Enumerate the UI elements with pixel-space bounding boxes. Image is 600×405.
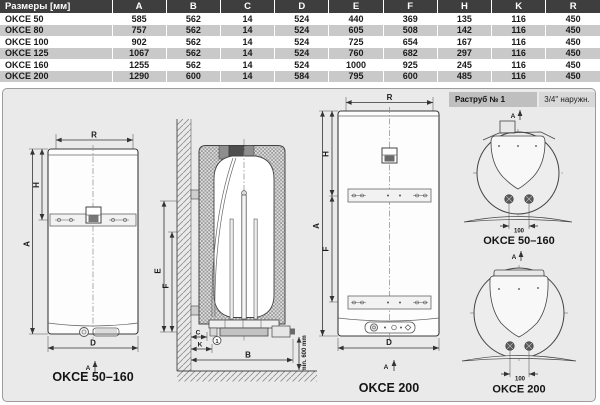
table-cell: 450 — [546, 13, 600, 25]
table-cell: 562 — [166, 13, 220, 25]
dimensions-table — [0, 0, 600, 82]
table-cell: 682 — [383, 48, 437, 60]
technical-drawings — [3, 89, 595, 401]
dim-label-d: D — [90, 338, 96, 348]
column-header-d: D — [275, 0, 329, 13]
dim-label-a: A — [312, 223, 321, 229]
table-cell: 654 — [383, 36, 437, 48]
table-cell: 1255 — [112, 59, 166, 71]
table-title: Размеры [мм] — [0, 0, 112, 13]
table-cell: 725 — [329, 36, 383, 48]
front-view-okce-50-160 — [23, 131, 139, 385]
table-cell: 524 — [275, 36, 329, 48]
table-header-row — [0, 0, 600, 13]
cross-section-view — [177, 139, 317, 382]
table-cell: 116 — [492, 13, 546, 25]
min-clearance-label: min. 600 mm — [302, 335, 308, 372]
connector-header — [449, 92, 595, 107]
table-cell: 757 — [112, 25, 166, 37]
dim-label-r: R — [386, 93, 393, 102]
table-cell: 14 — [220, 13, 274, 25]
table-cell: 485 — [437, 71, 491, 83]
table-row — [0, 71, 600, 83]
top-view-okce-200 — [462, 251, 576, 396]
caption-top-large: OKCE 200 — [492, 383, 546, 396]
row-model-label: OKCE 80 — [0, 25, 112, 37]
table-row — [0, 13, 600, 25]
dim-label-a: A — [22, 241, 32, 247]
table-cell: 135 — [437, 13, 491, 25]
table-cell: 116 — [492, 59, 546, 71]
table-cell: 167 — [437, 36, 491, 48]
callout-number: 1 — [215, 339, 219, 345]
table-cell: 297 — [437, 48, 491, 60]
view-direction-label: A — [85, 365, 91, 372]
dim-label-b: B — [245, 350, 251, 360]
row-model-label: OKCE 160 — [0, 59, 112, 71]
table-cell: 925 — [383, 59, 437, 71]
table-cell: 600 — [166, 71, 220, 83]
table-cell: 1290 — [112, 71, 166, 83]
floor-hatch — [177, 372, 317, 382]
table-cell: 14 — [220, 71, 274, 83]
table-row — [0, 59, 600, 71]
pipe-spacing-label: 100 — [513, 228, 525, 235]
row-model-label: OKCE 200 — [0, 71, 112, 83]
dim-label-h: H — [32, 182, 41, 188]
table-cell: 450 — [546, 36, 600, 48]
table-cell: 14 — [220, 48, 274, 60]
table-cell: 562 — [166, 36, 220, 48]
table-cell: 600 — [383, 71, 437, 83]
table-cell: 450 — [546, 25, 600, 37]
drawings-panel — [2, 88, 596, 402]
column-header-r: R — [546, 0, 600, 13]
table-cell: 450 — [546, 48, 600, 60]
table-cell: 605 — [329, 25, 383, 37]
table-cell: 902 — [112, 36, 166, 48]
table-cell: 562 — [166, 59, 220, 71]
table-cell: 1000 — [329, 59, 383, 71]
column-header-a: A — [112, 0, 166, 13]
column-header-h: H — [437, 0, 491, 13]
caption-front-large: OKCE 200 — [358, 381, 420, 395]
table-cell: 142 — [437, 25, 491, 37]
control-panel — [365, 322, 415, 333]
wall-section — [154, 119, 192, 371]
dim-label-k: K — [197, 341, 203, 349]
table-cell: 585 — [112, 13, 166, 25]
table-cell: 524 — [275, 59, 329, 71]
dim-label-h: H — [321, 151, 331, 157]
column-header-f: F — [383, 0, 437, 13]
column-header-c: C — [220, 0, 274, 13]
pipe-spacing-label: 100 — [514, 376, 526, 383]
dim-label-d: D — [386, 338, 392, 347]
view-direction-label: A — [510, 113, 516, 120]
table-row — [0, 25, 600, 37]
table-cell: 245 — [437, 59, 491, 71]
connector-type-label: Раструб № 1 — [449, 92, 537, 107]
dim-label-f: F — [321, 246, 331, 252]
table-row — [0, 36, 600, 48]
table-cell: 369 — [383, 13, 437, 25]
table-cell: 440 — [329, 13, 383, 25]
dim-label-f: F — [161, 283, 171, 289]
front-view-okce-200 — [312, 93, 439, 395]
table-cell: 508 — [383, 25, 437, 37]
caption-top-small: OKCE 50–160 — [483, 235, 555, 247]
top-view-okce-50-160 — [464, 110, 572, 247]
table-cell: 562 — [166, 25, 220, 37]
table-cell: 1067 — [112, 48, 166, 60]
table-cell: 14 — [220, 59, 274, 71]
table-cell: 450 — [546, 59, 600, 71]
table-cell: 14 — [220, 36, 274, 48]
table-cell: 524 — [275, 48, 329, 60]
table-row — [0, 48, 600, 60]
row-model-label: OKCE 125 — [0, 48, 112, 60]
table-cell: 450 — [546, 71, 600, 83]
table-cell: 116 — [492, 48, 546, 60]
table-cell: 116 — [492, 25, 546, 37]
table-cell: 760 — [329, 48, 383, 60]
table-cell: 524 — [275, 25, 329, 37]
dim-label-c: C — [195, 329, 201, 337]
table-cell: 584 — [275, 71, 329, 83]
table-cell: 524 — [275, 13, 329, 25]
column-header-b: B — [166, 0, 220, 13]
caption-front-small: OKCE 50–160 — [52, 370, 134, 384]
row-model-label: OKCE 50 — [0, 13, 112, 25]
table-cell: 116 — [492, 36, 546, 48]
table-cell: 14 — [220, 25, 274, 37]
dim-label-r: R — [91, 130, 97, 140]
row-model-label: OKCE 100 — [0, 36, 112, 48]
table-cell: 562 — [166, 48, 220, 60]
column-header-k: K — [492, 0, 546, 13]
table-cell: 116 — [492, 71, 546, 83]
view-direction-label: A — [383, 364, 389, 371]
table-cell: 795 — [329, 71, 383, 83]
connector-size-value: 3/4" наружн. — [539, 92, 595, 107]
column-header-e: E — [329, 0, 383, 13]
dim-label-e: E — [153, 268, 163, 274]
view-direction-label: A — [511, 254, 517, 261]
